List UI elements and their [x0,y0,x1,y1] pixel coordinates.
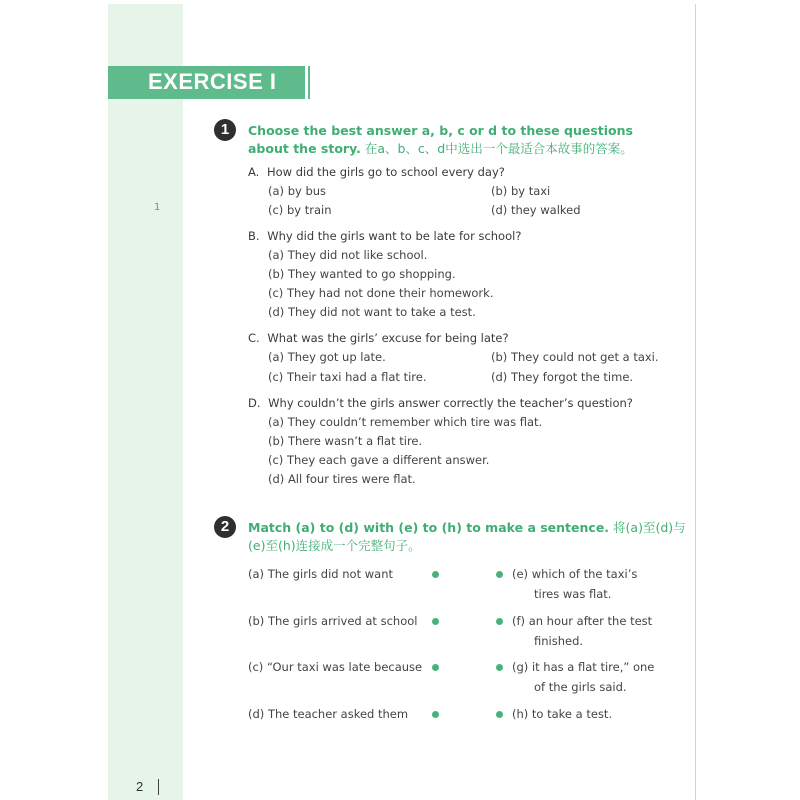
exercise-2-instruction-zh: 将(a)至(d)与 [613,520,686,535]
option-c-c[interactable]: (c) Their taxi had a flat tire. [268,370,427,384]
question-d [248,396,633,410]
option-a-d[interactable]: (d) they walked [491,203,581,217]
match-dot-right-g[interactable] [496,664,503,671]
question-text: Why couldn’t the girls answer correctly the teacher’s question? [268,396,633,410]
exercise-banner [108,66,308,99]
question-text: Why did the girls want to be late for school? [267,229,522,243]
workbook-page [108,4,696,800]
match-left-c[interactable]: (c) “Our taxi was late because [248,660,423,674]
exercise-2-instruction-en: Match (a) to (d) with (e) to (h) to make a sentence. [248,520,610,535]
question-text: What was the girls’ excuse for being late? [267,331,509,345]
exercise-1-instruction-en: Choose the best answer a, b, c or d to these questions about the story. [248,123,633,156]
exercise-2-instruction [248,519,688,555]
option-d-d[interactable]: (d) All four tires were flat. [268,472,416,486]
exercise-1-instruction [248,122,678,158]
match-dot-right-f[interactable] [496,618,503,625]
match-right-g[interactable]: (g) it has a flat tire,” one of the girls said. [512,660,655,694]
match-right-e[interactable]: (e) which of the taxi’s tires was flat. [512,567,638,601]
question-label: A. [248,165,260,179]
option-a-c[interactable]: (c) by train [268,203,332,217]
exercise-title: EXERCISE I [148,69,277,94]
page-number-rule [158,779,159,795]
match-right-h[interactable]: (h) to take a test. [512,707,613,721]
match-left-a[interactable]: (a) The girls did not want [248,567,393,581]
option-b-a[interactable]: (a) They did not like school. [268,248,428,262]
question-text: How did the girls go to school every day? [266,165,505,179]
option-a-b[interactable]: (b) by taxi [491,184,551,198]
option-a-a[interactable]: (a) by bus [268,184,327,198]
option-d-c[interactable]: (c) They each gave a different answer. [268,453,490,467]
match-dot-left-c[interactable] [432,664,439,671]
page-number: 2 [136,779,144,794]
exercise-1-instruction-zh: 在a、b、c、d中选出一个最适合本故事的答案。 [364,141,633,156]
option-c-a[interactable]: (a) They got up late. [268,350,386,364]
question-a [248,165,505,179]
exercise-2-instruction-zh-cont: (e)至(h)连接成一个完整句子。 [248,538,421,553]
option-d-a[interactable]: (a) They couldn’t remember which tire was flat. [268,415,543,429]
exercise-1-badge: 1 [214,119,236,141]
margin-band [108,4,183,800]
question-label: B. [248,229,260,243]
match-dot-left-d[interactable] [432,711,439,718]
question-label: C. [248,331,260,345]
match-dot-right-e[interactable] [496,571,503,578]
option-c-d[interactable]: (d) They forgot the time. [491,370,634,384]
margin-number: 1 [154,202,161,213]
option-d-b[interactable]: (b) There wasn’t a flat tire. [268,434,423,448]
option-b-c[interactable]: (c) They had not done their homework. [268,286,494,300]
question-c [248,331,509,345]
option-b-d[interactable]: (d) They did not want to take a test. [268,305,476,319]
match-right-f[interactable]: (f) an hour after the test finished. [512,614,653,648]
exercise-2-badge: 2 [214,516,236,538]
question-b [248,229,521,243]
match-left-b[interactable]: (b) The girls arrived at school [248,614,418,628]
option-c-b[interactable]: (b) They could not get a taxi. [491,350,659,364]
match-dot-left-b[interactable] [432,618,439,625]
option-b-b[interactable]: (b) They wanted to go shopping. [268,267,456,281]
match-dot-left-a[interactable] [432,571,439,578]
question-label: D. [248,396,261,410]
match-dot-right-h[interactable] [496,711,503,718]
match-left-d[interactable]: (d) The teacher asked them [248,707,409,721]
